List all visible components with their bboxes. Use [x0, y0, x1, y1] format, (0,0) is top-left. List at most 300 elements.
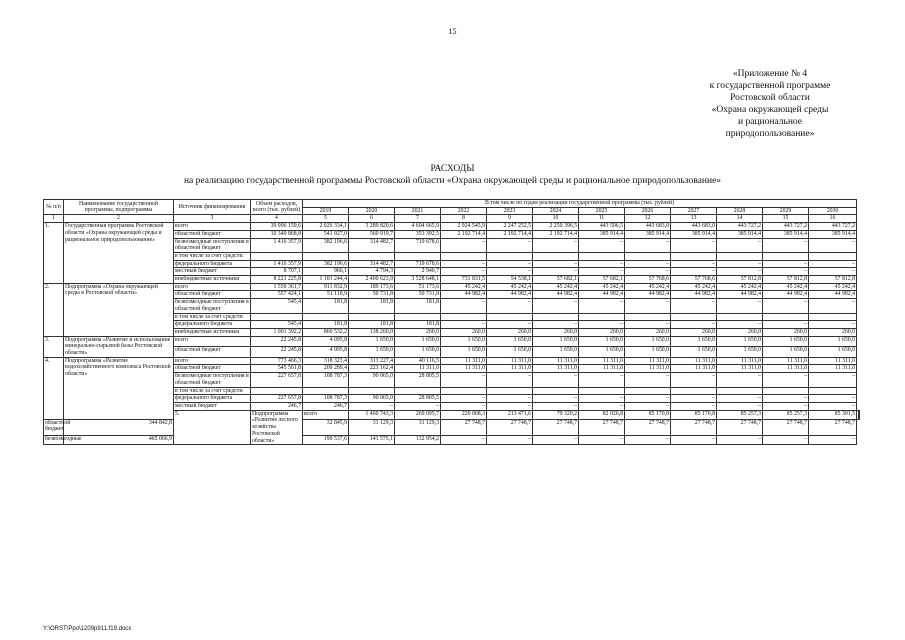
header-years-group: В том числе по годам реализации государственной программы (тыс. рублей): [303, 200, 857, 208]
funding-source: областной бюджет: [174, 291, 251, 299]
year-amount: 260,0: [579, 328, 625, 336]
total-amount: 1 416 357,9: [251, 260, 303, 268]
header-year: 2019: [303, 207, 349, 215]
year-amount: –: [625, 260, 671, 268]
year-amount: 85 257,3: [763, 410, 809, 419]
total-amount: 545,4: [251, 299, 303, 313]
year-amount: 50 731,8: [349, 291, 395, 299]
funding-source: безвозмездные поступления в областной бюджет: [175, 299, 249, 312]
year-amount: 44 982,4: [809, 291, 857, 299]
year-amount: 11 311,0: [809, 365, 857, 373]
year-amount: –: [533, 238, 579, 252]
year-amount: 57 768,6: [671, 276, 717, 284]
year-amount: [671, 387, 717, 395]
year-amount: 40 116,5: [395, 357, 441, 365]
funding-source: всего: [174, 357, 251, 365]
year-amount: –: [717, 402, 763, 410]
year-amount: –: [809, 436, 857, 445]
year-amount: [671, 252, 717, 260]
year-amount: 27 748,7: [533, 419, 579, 436]
year-amount: –: [717, 238, 763, 252]
year-amount: 44 982,4: [441, 291, 487, 299]
funding-source: в том числе за счет средств:: [174, 313, 251, 321]
column-index: 13: [671, 215, 717, 223]
year-amount: –: [763, 436, 809, 445]
year-amount: 1 650,0: [809, 336, 857, 347]
year-amount: –: [579, 321, 625, 329]
program-name: Подпрограмма «Развитие лесного хозяйства Ростовской области»: [251, 410, 303, 445]
year-amount: 385 914,4: [809, 230, 857, 238]
year-amount: –: [717, 299, 763, 313]
year-amount: 11 311,0: [579, 357, 625, 365]
funding-source: местный бюджет: [174, 268, 251, 276]
year-amount: 385 914,4: [625, 230, 671, 238]
year-amount: –: [533, 436, 579, 445]
year-amount: [671, 313, 717, 321]
year-amount: 11 311,0: [671, 365, 717, 373]
year-amount: [349, 387, 395, 395]
year-amount: –: [809, 395, 857, 403]
year-amount: [303, 313, 349, 321]
year-amount: 1 650,0: [441, 336, 487, 347]
title-line-1: РАСХОДЫ: [430, 164, 475, 174]
total-amount: 545,4: [251, 321, 303, 329]
year-amount: –: [671, 373, 717, 387]
header-year: 2025: [579, 207, 625, 215]
year-amount: –: [625, 268, 671, 276]
year-amount: 1 650,0: [717, 347, 763, 358]
program-name: Подпрограмма «Развитие водохозяйственного комплекса Ростовской области»: [64, 357, 174, 419]
year-amount: 85 257,3: [717, 410, 763, 419]
year-amount: [579, 313, 625, 321]
year-amount: –: [487, 238, 533, 252]
year-amount: –: [487, 373, 533, 387]
year-amount: –: [763, 299, 809, 313]
year-amount: 353 392,5: [395, 230, 441, 238]
funding-source: внебюджетные источники: [174, 328, 251, 336]
year-amount: 560 919,7: [349, 230, 395, 238]
year-amount: [441, 252, 487, 260]
total-amount: 22 245,8: [251, 336, 303, 347]
year-amount: 4 095,8: [303, 336, 349, 347]
year-amount: –: [671, 299, 717, 313]
total-amount: [251, 313, 303, 321]
year-amount: 1 101 244,4: [303, 276, 349, 284]
appendix-line: и рациональное: [738, 117, 802, 127]
year-amount: 2 026 334,1: [303, 223, 349, 231]
year-amount: –: [717, 373, 763, 387]
year-amount: [395, 252, 441, 260]
funding-source: всего: [174, 283, 251, 291]
year-amount: –: [441, 260, 487, 268]
funding-source: внебюджетные источники: [174, 276, 251, 284]
year-amount: –: [671, 260, 717, 268]
year-amount: 1 650,0: [533, 347, 579, 358]
expenses-table: [43, 199, 860, 445]
table-row: [44, 436, 860, 445]
year-amount: –: [809, 373, 857, 387]
year-amount: 260,0: [717, 328, 763, 336]
year-amount: 108 787,3: [303, 373, 349, 387]
year-amount: 82 026,8: [579, 410, 625, 419]
appendix-line: к государственной программе: [709, 81, 831, 91]
year-amount: –: [763, 402, 809, 410]
year-amount: [579, 387, 625, 395]
header-year: 2027: [671, 207, 717, 215]
year-amount: [763, 252, 809, 260]
year-amount: 246,7: [303, 402, 349, 410]
year-amount: 11 311,0: [533, 357, 579, 365]
total-amount: 1 559 361,7: [251, 283, 303, 291]
year-amount: [349, 252, 395, 260]
year-amount: 4 095,8: [303, 347, 349, 358]
year-amount: –: [671, 436, 717, 445]
year-amount: [395, 387, 441, 395]
year-amount: [487, 387, 533, 395]
total-amount: [251, 387, 303, 395]
year-amount: –: [671, 238, 717, 252]
year-amount: [763, 313, 809, 321]
year-amount: –: [441, 321, 487, 329]
year-amount: 213 471,6: [487, 410, 533, 419]
year-amount: 3 528 648,1: [395, 276, 441, 284]
column-index: 6: [349, 215, 395, 223]
funding-source: в том числе за счет средств:: [174, 252, 251, 260]
year-amount: 443 727,2: [763, 223, 809, 231]
year-amount: 141 575,1: [349, 436, 395, 445]
year-amount: 28 805,5: [395, 373, 441, 387]
year-amount: 860 532,2: [303, 328, 349, 336]
year-amount: 260,0: [763, 328, 809, 336]
year-amount: 27 748,7: [487, 419, 533, 436]
year-amount: –: [533, 299, 579, 313]
year-amount: 27 748,7: [763, 419, 809, 436]
year-amount: 911 832,9: [303, 283, 349, 291]
year-amount: 4 794,3: [349, 268, 395, 276]
year-amount: 11 311,0: [809, 357, 857, 365]
year-amount: 45 242,4: [763, 283, 809, 291]
year-amount: [533, 313, 579, 321]
year-amount: 260,0: [809, 328, 857, 336]
year-amount: [625, 252, 671, 260]
year-amount: –: [441, 395, 487, 403]
year-amount: –: [671, 321, 717, 329]
year-amount: 79 320,2: [533, 410, 579, 419]
year-amount: 11 311,0: [441, 365, 487, 373]
year-amount: 2 247 252,5: [487, 223, 533, 231]
year-amount: [395, 313, 441, 321]
header-year: 2030: [809, 207, 857, 215]
year-amount: 85 170,8: [671, 410, 717, 419]
column-index: 14: [717, 215, 763, 223]
year-amount: –: [487, 402, 533, 410]
year-amount: –: [763, 260, 809, 268]
header-year: 2024: [533, 207, 579, 215]
year-amount: 45 242,4: [579, 283, 625, 291]
year-amount: –: [763, 373, 809, 387]
year-amount: 57 812,8: [763, 276, 809, 284]
total-amount: 465 066,9: [64, 436, 174, 445]
year-amount: 220 068,3: [441, 410, 487, 419]
year-amount: 27 748,7: [671, 419, 717, 436]
year-amount: 54 538,1: [487, 276, 533, 284]
funding-source: в том числе за счет средств:: [174, 387, 251, 395]
program-name: Подпрограмма «Развитие и использование минерально-сырьевой базы Ростовской области»: [64, 336, 174, 357]
table-row: [44, 283, 860, 291]
year-amount: 223 162,4: [349, 365, 395, 373]
year-amount: 51 173,6: [395, 283, 441, 291]
year-amount: [625, 313, 671, 321]
header-index-row: [44, 215, 860, 223]
year-amount: 44 982,4: [579, 291, 625, 299]
year-amount: –: [579, 260, 625, 268]
funding-source: областной бюджет: [44, 419, 64, 436]
appendix-line: Ростовской области: [730, 93, 810, 103]
appendix-line: «Приложение № 4: [732, 69, 808, 79]
year-amount: –: [441, 436, 487, 445]
year-amount: 11 311,0: [441, 357, 487, 365]
year-amount: 11 311,0: [625, 365, 671, 373]
document-title: [0, 163, 905, 187]
year-amount: 45 242,4: [487, 283, 533, 291]
year-amount: 45 242,4: [671, 283, 717, 291]
year-amount: 966,1: [303, 268, 349, 276]
year-amount: 443 727,2: [809, 223, 857, 231]
year-amount: –: [487, 395, 533, 403]
table-row: [44, 357, 860, 365]
year-amount: 11 311,0: [579, 365, 625, 373]
row-number: 5.: [174, 410, 251, 445]
funding-source: федерального бюджета: [174, 321, 251, 329]
year-amount: 44 982,4: [763, 291, 809, 299]
year-amount: –: [717, 436, 763, 445]
year-amount: [441, 387, 487, 395]
year-amount: –: [763, 321, 809, 329]
year-amount: –: [441, 299, 487, 313]
year-amount: 260,0: [625, 328, 671, 336]
year-amount: –: [579, 238, 625, 252]
year-amount: 2 400 623,9: [349, 276, 395, 284]
year-amount: –: [809, 268, 857, 276]
column-index: 9: [487, 215, 533, 223]
year-amount: 90 065,0: [349, 373, 395, 387]
column-index: 4: [251, 215, 303, 223]
year-amount: 11 311,0: [533, 365, 579, 373]
column-index: 15: [763, 215, 809, 223]
table-header: [44, 200, 860, 223]
year-amount: 260,0: [395, 328, 441, 336]
total-amount: 227 657,8: [251, 373, 303, 387]
column-index: 12: [625, 215, 671, 223]
total-amount: 773 466,3: [251, 357, 303, 365]
funding-source: всего: [303, 410, 349, 419]
year-amount: 181,8: [395, 299, 441, 313]
year-amount: [303, 387, 349, 395]
year-amount: –: [533, 268, 579, 276]
funding-source: областной бюджет: [174, 230, 251, 238]
year-amount: 45 242,4: [809, 283, 857, 291]
year-amount: 2 192 714,4: [441, 230, 487, 238]
year-amount: 269 095,7: [395, 410, 441, 419]
year-amount: 731 831,5: [441, 276, 487, 284]
appendix-line: природопользование»: [725, 129, 815, 139]
year-amount: –: [717, 268, 763, 276]
row-number: 1.: [44, 223, 64, 284]
year-amount: –: [717, 395, 763, 403]
row-number: 4.: [44, 357, 64, 419]
year-amount: 85 170,8: [625, 410, 671, 419]
year-amount: 27 748,7: [625, 419, 671, 436]
year-amount: 138 260,0: [349, 328, 395, 336]
year-amount: 1 650,0: [625, 336, 671, 347]
year-amount: [717, 252, 763, 260]
year-amount: 181,8: [303, 321, 349, 329]
year-amount: 1 650,0: [579, 347, 625, 358]
year-amount: 44 982,4: [717, 291, 763, 299]
year-amount: –: [671, 402, 717, 410]
appendix-line: «Охрана окружающей среды: [711, 105, 829, 115]
year-amount: –: [349, 402, 395, 410]
header-year: 2028: [717, 207, 763, 215]
header-year: 2029: [763, 207, 809, 215]
year-amount: –: [625, 436, 671, 445]
year-amount: 28 805,5: [395, 395, 441, 403]
year-amount: –: [441, 268, 487, 276]
year-amount: 45 242,4: [717, 283, 763, 291]
year-amount: 2 946,7: [395, 268, 441, 276]
funding-source: федерального бюджета: [174, 260, 251, 268]
year-amount: 2 192 714,4: [533, 230, 579, 238]
year-amount: –: [579, 299, 625, 313]
year-amount: 1 650,0: [671, 347, 717, 358]
year-amount: –: [579, 395, 625, 403]
year-amount: 45 242,4: [625, 283, 671, 291]
header-year: 2023: [487, 207, 533, 215]
column-index: 8: [441, 215, 487, 223]
year-amount: –: [625, 299, 671, 313]
year-amount: [441, 313, 487, 321]
year-amount: [625, 387, 671, 395]
year-amount: 385 914,4: [717, 230, 763, 238]
column-index: 11: [579, 215, 625, 223]
table-row: [44, 223, 860, 231]
year-amount: 11 311,0: [487, 365, 533, 373]
year-amount: 11 311,0: [717, 365, 763, 373]
year-amount: 11 311,0: [671, 357, 717, 365]
year-amount: 189 173,6: [349, 283, 395, 291]
column-index: 7: [395, 215, 441, 223]
year-amount: –: [579, 436, 625, 445]
year-amount: 11 311,0: [763, 365, 809, 373]
column-index: 5: [303, 215, 349, 223]
year-amount: –: [625, 395, 671, 403]
table-row: [44, 336, 860, 347]
year-amount: 260,0: [671, 328, 717, 336]
funding-source: федерального бюджета: [174, 395, 251, 403]
year-amount: 1 650,0: [671, 336, 717, 347]
total-amount: 246,7: [251, 402, 303, 410]
year-amount: –: [395, 402, 441, 410]
year-amount: –: [533, 395, 579, 403]
year-amount: 44 982,4: [671, 291, 717, 299]
year-amount: –: [487, 299, 533, 313]
total-amount: 8 707,1: [251, 268, 303, 276]
year-amount: 108 787,3: [303, 395, 349, 403]
row-number: 3.: [44, 336, 64, 357]
year-amount: 443 683,0: [671, 223, 717, 231]
year-amount: –: [809, 299, 857, 313]
year-amount: 51 118,9: [303, 291, 349, 299]
year-amount: 314 482,7: [349, 238, 395, 252]
year-amount: 3 289 820,6: [349, 223, 395, 231]
year-amount: 44 982,4: [487, 291, 533, 299]
year-amount: 1 650,0: [763, 347, 809, 358]
page-number: 15: [448, 27, 457, 36]
header-year: 2020: [349, 207, 395, 215]
year-amount: –: [533, 402, 579, 410]
year-amount: –: [763, 268, 809, 276]
year-amount: –: [487, 436, 533, 445]
year-amount: 57 768,6: [625, 276, 671, 284]
year-amount: [533, 252, 579, 260]
year-amount: 2 250 396,5: [533, 223, 579, 231]
year-amount: 385 914,4: [763, 230, 809, 238]
year-amount: –: [809, 238, 857, 252]
column-index: 10: [533, 215, 579, 223]
year-amount: 11 311,0: [487, 357, 533, 365]
column-index: 16: [809, 215, 857, 223]
year-amount: –: [809, 321, 857, 329]
column-index: 3: [174, 215, 251, 223]
year-amount: 1 650,0: [763, 336, 809, 347]
year-amount: [809, 313, 857, 321]
funding-source: безвозмездные поступления в областной бюджет: [175, 373, 249, 386]
year-amount: 90 065,0: [349, 395, 395, 403]
year-amount: 11 311,0: [625, 357, 671, 365]
funding-source: областной бюджет: [174, 347, 251, 358]
total-amount: 344 842,8: [64, 419, 174, 436]
year-amount: 1 650,0: [349, 336, 395, 347]
year-amount: 32 845,9: [303, 419, 349, 436]
year-amount: [809, 387, 857, 395]
year-amount: [809, 252, 857, 260]
year-amount: 44 982,4: [533, 291, 579, 299]
year-amount: 11 311,0: [395, 365, 441, 373]
year-amount: 181,8: [349, 321, 395, 329]
total-amount: 557 424,1: [251, 291, 303, 299]
year-amount: 541 927,0: [303, 230, 349, 238]
year-amount: 1 650,0: [533, 336, 579, 347]
total-amount: 545 561,8: [251, 365, 303, 373]
total-amount: [251, 252, 303, 260]
year-amount: 132 954,2: [395, 436, 441, 445]
year-amount: 1 650,0: [487, 347, 533, 358]
year-amount: 443 727,2: [717, 223, 763, 231]
year-amount: [717, 313, 763, 321]
year-amount: 1 650,0: [441, 347, 487, 358]
funding-source: всего: [174, 223, 251, 231]
year-amount: 27 748,7: [809, 419, 857, 436]
year-amount: 57 682,1: [579, 276, 625, 284]
year-amount: 2 192 714,4: [487, 230, 533, 238]
year-amount: 181,8: [349, 299, 395, 313]
year-amount: 385 914,4: [579, 230, 625, 238]
year-amount: –: [533, 260, 579, 268]
year-amount: 1 650,0: [579, 336, 625, 347]
year-amount: 313 227,4: [349, 357, 395, 365]
year-amount: –: [625, 321, 671, 329]
year-amount: –: [763, 395, 809, 403]
